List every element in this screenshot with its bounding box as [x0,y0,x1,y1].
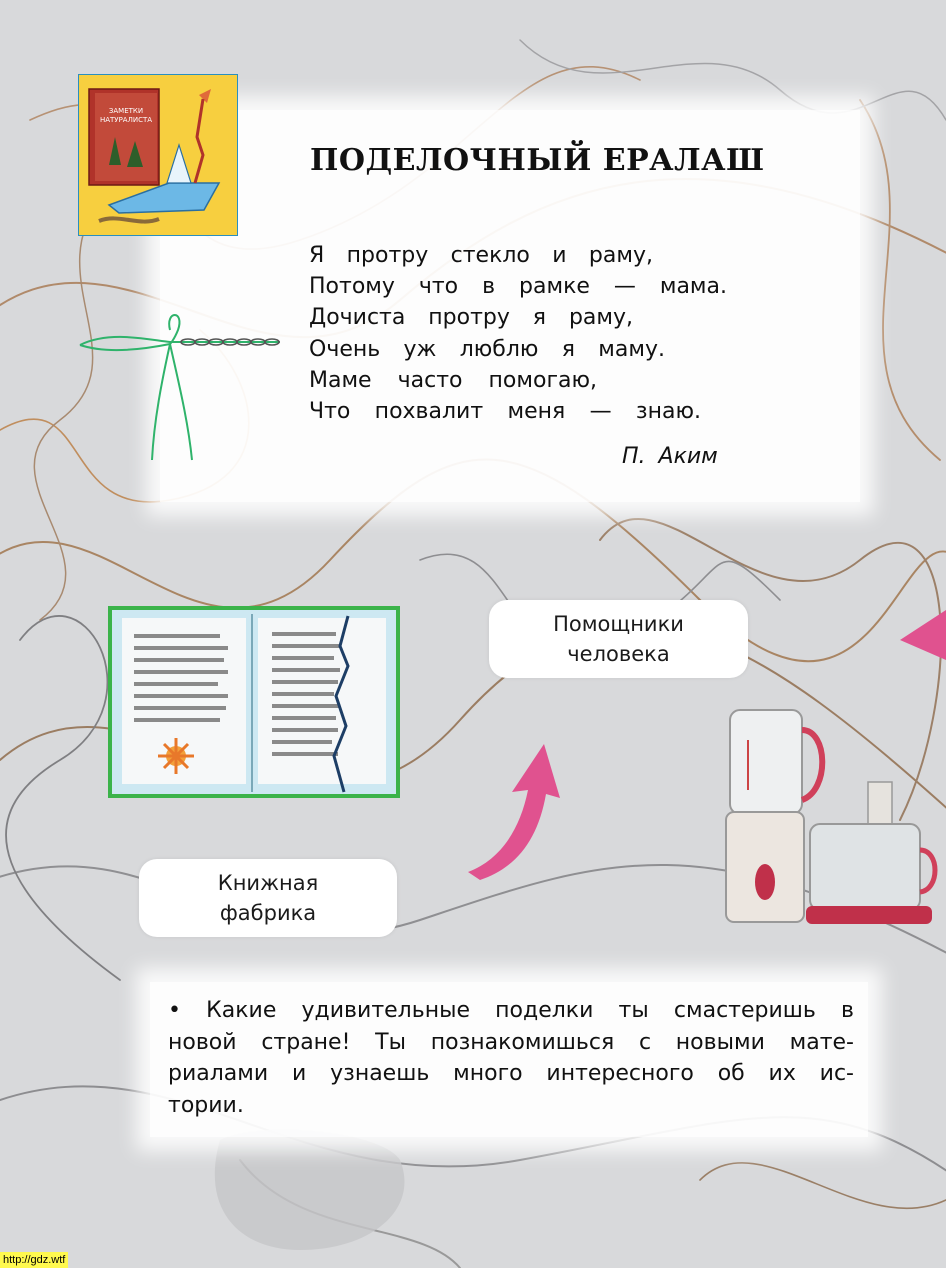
poem-line: Что похвалит меня — знаю. [309,399,701,425]
label-helpers-line1: Помощники [553,612,684,636]
question-line: • Какие удивительные поделки ты смастеришь в [168,998,854,1023]
source-link[interactable]: http://gdz.wtf [0,1252,68,1268]
label-helpers [489,600,748,678]
curved-arrow-icon [460,740,570,880]
question-text [168,995,854,1121]
poem-line: Маме часто помогаю, [309,367,597,393]
poem-line: Потому что в рамке — мама. [309,274,727,300]
section-logo [78,74,238,236]
question-line: риалами и узнаешь много интересного об их ис- [168,1061,854,1086]
question-line: тории. [168,1092,244,1118]
poem-line: Очень уж люблю я маму. [309,336,665,362]
craft-book-boat-icon [79,75,237,235]
page-title: ПОДЕЛОЧНЫЙ ЕРАЛАШ [310,143,765,178]
svg-text:НАТУРАЛИСТА: НАТУРАЛИСТА [99,116,153,124]
poem-line: Дочиста протру я раму, [309,305,633,331]
question-line: новой стране! Ты познакомишься с новыми мате- [168,1029,854,1055]
open-book-illustration [108,606,400,798]
label-book-factory [139,859,397,937]
label-factory-line1: Книжная [217,871,319,895]
label-helpers-line2: человека [567,642,670,666]
poem-author: П. Аким [622,444,718,469]
kitchen-appliances-illustration [718,700,940,932]
poem [309,240,729,427]
label-factory-line2: фабрика [219,901,317,925]
svg-text:ЗАМЕТКИ: ЗАМЕТКИ [108,107,144,115]
knot-illustration [70,300,290,470]
poem-line: Я протру стекло и раму, [309,243,653,268]
